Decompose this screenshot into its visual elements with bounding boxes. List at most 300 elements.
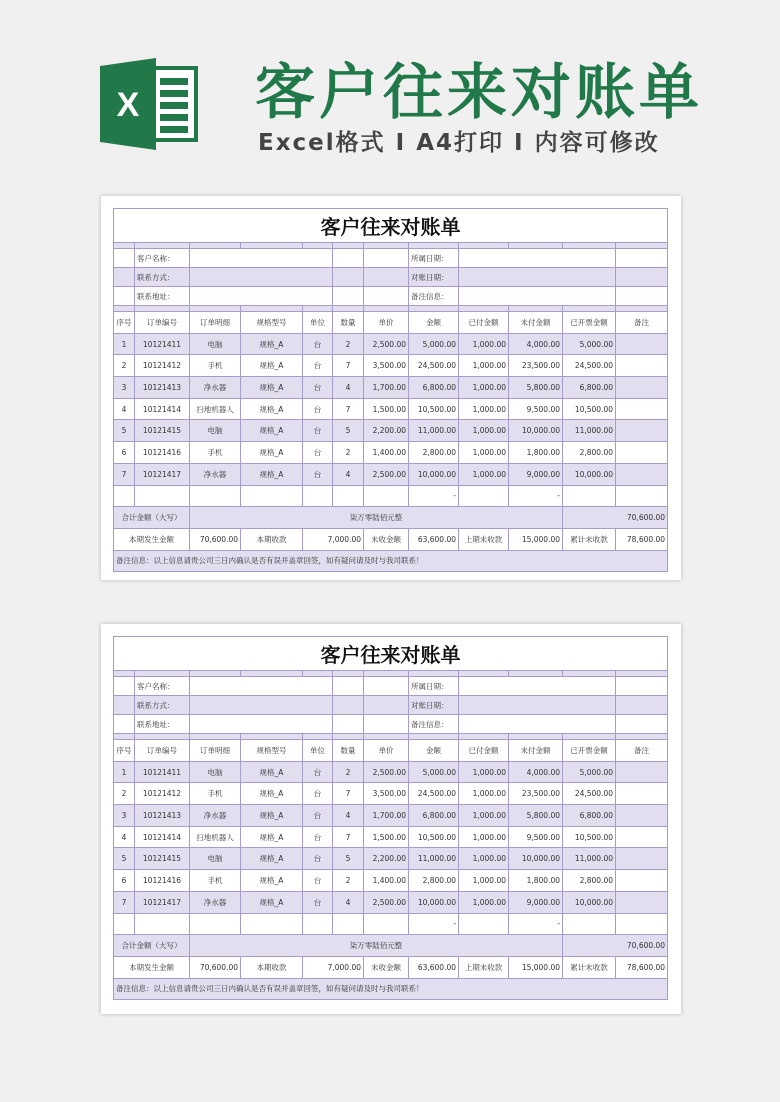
- table-cell[interactable]: 23,500.00: [509, 783, 563, 805]
- table-cell[interactable]: [333, 485, 364, 507]
- column-header[interactable]: 已付金额: [459, 312, 509, 334]
- table-cell[interactable]: 24,500.00: [563, 783, 616, 805]
- table-cell[interactable]: -: [409, 485, 459, 507]
- table-cell[interactable]: 10121417: [135, 891, 190, 913]
- table-cell[interactable]: 10,000.00: [509, 420, 563, 442]
- info-row: [114, 268, 668, 287]
- table-cell[interactable]: 5,800.00: [509, 805, 563, 827]
- period-value[interactable]: 63,600.00: [409, 528, 459, 550]
- table-cell[interactable]: 1,400.00: [364, 870, 409, 892]
- table-cell[interactable]: 台: [303, 870, 333, 892]
- table-cell[interactable]: 规格_A: [241, 870, 303, 892]
- table-cell[interactable]: 台: [303, 377, 333, 399]
- table-cell[interactable]: 1,800.00: [509, 870, 563, 892]
- period-label[interactable]: 本期发生金额: [114, 528, 190, 550]
- table-cell[interactable]: 台: [303, 761, 333, 783]
- table-cell[interactable]: 1,000.00: [459, 805, 509, 827]
- table-cell[interactable]: 1,800.00: [509, 442, 563, 464]
- total-label[interactable]: 合计金额（大写）: [114, 507, 190, 529]
- info-value[interactable]: [459, 696, 616, 715]
- table-cell[interactable]: [616, 870, 668, 892]
- table-cell[interactable]: 10,000.00: [409, 891, 459, 913]
- table-cell[interactable]: 规格_A: [241, 783, 303, 805]
- table-cell[interactable]: 规格_A: [241, 377, 303, 399]
- table-cell[interactable]: [616, 783, 668, 805]
- column-header[interactable]: 已付金额: [459, 740, 509, 762]
- empty-cell[interactable]: [114, 287, 135, 306]
- period-label[interactable]: 上期未收款: [459, 956, 509, 978]
- table-cell[interactable]: 2: [114, 355, 135, 377]
- table-cell[interactable]: 1,000.00: [459, 442, 509, 464]
- table-cell[interactable]: 台: [303, 355, 333, 377]
- table-cell[interactable]: 9,000.00: [509, 463, 563, 485]
- period-value[interactable]: 70,600.00: [190, 528, 241, 550]
- column-header[interactable]: 金额: [409, 740, 459, 762]
- table-cell[interactable]: 10,500.00: [409, 398, 459, 420]
- table-cell[interactable]: 24,500.00: [409, 783, 459, 805]
- table-cell[interactable]: 10121415: [135, 420, 190, 442]
- table-cell[interactable]: 5,000.00: [563, 761, 616, 783]
- table-cell[interactable]: 台: [303, 891, 333, 913]
- table-cell[interactable]: 4: [114, 398, 135, 420]
- column-header[interactable]: 数量: [333, 312, 364, 334]
- period-value[interactable]: 63,600.00: [409, 956, 459, 978]
- table-cell[interactable]: [364, 485, 409, 507]
- table-cell[interactable]: 24,500.00: [409, 355, 459, 377]
- table-cell[interactable]: [616, 355, 668, 377]
- table-cell[interactable]: 2,800.00: [563, 442, 616, 464]
- table-cell[interactable]: 4: [333, 891, 364, 913]
- column-header[interactable]: 序号: [114, 740, 135, 762]
- table-cell[interactable]: -: [509, 485, 563, 507]
- table-cell[interactable]: 手机: [190, 870, 241, 892]
- table-cell[interactable]: 3: [114, 805, 135, 827]
- table-cell[interactable]: 1,000.00: [459, 891, 509, 913]
- empty-cell[interactable]: [364, 696, 409, 715]
- column-header[interactable]: 已开票金额: [563, 312, 616, 334]
- table-cell[interactable]: [616, 826, 668, 848]
- empty-cell[interactable]: [114, 696, 135, 715]
- table-cell[interactable]: 扫地机器人: [190, 398, 241, 420]
- info-label[interactable]: 联系方式：: [135, 696, 190, 715]
- table-cell[interactable]: [616, 848, 668, 870]
- sheet-title[interactable]: 客户往来对账单: [114, 637, 668, 671]
- table-cell[interactable]: 规格_A: [241, 333, 303, 355]
- total-amount[interactable]: 70,600.00: [563, 935, 668, 957]
- table-cell[interactable]: 10121414: [135, 398, 190, 420]
- total-label[interactable]: 合计金额（大写）: [114, 935, 190, 957]
- table-cell[interactable]: 2,800.00: [409, 870, 459, 892]
- table-cell[interactable]: 2,800.00: [409, 442, 459, 464]
- table-cell[interactable]: 10,500.00: [563, 826, 616, 848]
- table-cell[interactable]: 2,800.00: [563, 870, 616, 892]
- table-cell[interactable]: 台: [303, 848, 333, 870]
- table-cell[interactable]: 5,800.00: [509, 377, 563, 399]
- table-cell[interactable]: 1: [114, 333, 135, 355]
- table-cell[interactable]: 2: [333, 761, 364, 783]
- table-cell[interactable]: 2: [333, 333, 364, 355]
- table-cell[interactable]: 6: [114, 442, 135, 464]
- total-words[interactable]: 柒万零陆佰元整: [190, 507, 563, 529]
- column-header[interactable]: 单价: [364, 740, 409, 762]
- column-header[interactable]: 规格型号: [241, 312, 303, 334]
- period-value[interactable]: 15,000.00: [509, 528, 563, 550]
- table-cell[interactable]: 净水器: [190, 805, 241, 827]
- table-cell[interactable]: 7: [333, 355, 364, 377]
- table-cell[interactable]: 2,200.00: [364, 420, 409, 442]
- table-cell[interactable]: [616, 420, 668, 442]
- column-header[interactable]: 数量: [333, 740, 364, 762]
- table-cell[interactable]: 规格_A: [241, 398, 303, 420]
- total-amount[interactable]: 70,600.00: [563, 507, 668, 529]
- empty-cell[interactable]: [114, 715, 135, 734]
- column-header[interactable]: 订单明细: [190, 740, 241, 762]
- table-cell[interactable]: 6,800.00: [563, 377, 616, 399]
- empty-cell[interactable]: [616, 268, 668, 287]
- table-cell[interactable]: 4: [333, 377, 364, 399]
- table-cell[interactable]: 净水器: [190, 891, 241, 913]
- period-value[interactable]: 15,000.00: [509, 956, 563, 978]
- table-cell[interactable]: 10,500.00: [409, 826, 459, 848]
- table-cell[interactable]: [459, 485, 509, 507]
- empty-cell[interactable]: [364, 715, 409, 734]
- info-label[interactable]: 联系地址：: [135, 715, 190, 734]
- table-cell[interactable]: 10,000.00: [509, 848, 563, 870]
- table-cell[interactable]: [616, 913, 668, 935]
- table-cell[interactable]: 1,700.00: [364, 377, 409, 399]
- info-label[interactable]: 客户名称：: [135, 677, 190, 696]
- table-cell[interactable]: 10121412: [135, 783, 190, 805]
- table-cell[interactable]: 台: [303, 805, 333, 827]
- table-cell[interactable]: 规格_A: [241, 848, 303, 870]
- table-cell[interactable]: 10121411: [135, 761, 190, 783]
- table-cell[interactable]: [241, 485, 303, 507]
- table-cell[interactable]: [333, 913, 364, 935]
- column-header[interactable]: 订单明细: [190, 312, 241, 334]
- period-label[interactable]: 未收金额: [364, 528, 409, 550]
- table-cell[interactable]: 10121417: [135, 463, 190, 485]
- table-cell[interactable]: 1,000.00: [459, 761, 509, 783]
- empty-cell[interactable]: [364, 677, 409, 696]
- table-cell[interactable]: [241, 913, 303, 935]
- total-words[interactable]: 柒万零陆佰元整: [190, 935, 563, 957]
- table-cell[interactable]: 手机: [190, 783, 241, 805]
- table-cell[interactable]: [135, 913, 190, 935]
- table-cell[interactable]: 1,000.00: [459, 783, 509, 805]
- period-value[interactable]: 78,600.00: [616, 956, 668, 978]
- table-cell[interactable]: 11,000.00: [409, 848, 459, 870]
- table-cell[interactable]: [616, 442, 668, 464]
- table-cell[interactable]: 5: [333, 420, 364, 442]
- column-header[interactable]: 未付金额: [509, 312, 563, 334]
- table-cell[interactable]: 1,400.00: [364, 442, 409, 464]
- table-cell[interactable]: 净水器: [190, 463, 241, 485]
- table-cell[interactable]: [616, 485, 668, 507]
- column-header[interactable]: 单位: [303, 312, 333, 334]
- table-cell[interactable]: 规格_A: [241, 355, 303, 377]
- table-cell[interactable]: 6,800.00: [563, 805, 616, 827]
- table-cell[interactable]: [364, 913, 409, 935]
- table-cell[interactable]: 2,500.00: [364, 761, 409, 783]
- info-value[interactable]: [190, 677, 333, 696]
- empty-cell[interactable]: [333, 287, 364, 306]
- empty-cell[interactable]: [616, 696, 668, 715]
- period-label[interactable]: 未收金额: [364, 956, 409, 978]
- table-cell[interactable]: 9,500.00: [509, 826, 563, 848]
- table-cell[interactable]: 手机: [190, 355, 241, 377]
- table-cell[interactable]: 10121414: [135, 826, 190, 848]
- table-cell[interactable]: 规格_A: [241, 805, 303, 827]
- table-cell[interactable]: 净水器: [190, 377, 241, 399]
- table-cell[interactable]: 1,000.00: [459, 333, 509, 355]
- info-label[interactable]: 对账日期：: [409, 696, 459, 715]
- table-cell[interactable]: [616, 761, 668, 783]
- empty-cell[interactable]: [333, 696, 364, 715]
- table-cell[interactable]: 5: [333, 848, 364, 870]
- empty-cell[interactable]: [364, 268, 409, 287]
- table-cell[interactable]: 1,000.00: [459, 870, 509, 892]
- table-cell[interactable]: 电脑: [190, 420, 241, 442]
- table-cell[interactable]: [616, 891, 668, 913]
- info-label[interactable]: 对账日期：: [409, 268, 459, 287]
- table-cell[interactable]: 5: [114, 848, 135, 870]
- table-cell[interactable]: 台: [303, 333, 333, 355]
- table-cell[interactable]: 3,500.00: [364, 783, 409, 805]
- column-header[interactable]: 备注: [616, 740, 668, 762]
- table-cell[interactable]: 1: [114, 761, 135, 783]
- info-value[interactable]: [459, 268, 616, 287]
- table-cell[interactable]: [616, 398, 668, 420]
- statement-sheet-1: [101, 196, 681, 580]
- table-cell[interactable]: 台: [303, 420, 333, 442]
- table-cell[interactable]: 1,000.00: [459, 398, 509, 420]
- table-cell[interactable]: 1,000.00: [459, 826, 509, 848]
- empty-cell[interactable]: [333, 715, 364, 734]
- info-value[interactable]: [459, 287, 616, 306]
- empty-cell[interactable]: [114, 677, 135, 696]
- table-cell[interactable]: 4: [114, 826, 135, 848]
- column-header[interactable]: 订单编号: [135, 312, 190, 334]
- period-value[interactable]: 7,000.00: [303, 956, 364, 978]
- column-header[interactable]: 备注: [616, 312, 668, 334]
- table-cell[interactable]: 1,000.00: [459, 848, 509, 870]
- empty-cell[interactable]: [333, 677, 364, 696]
- table-cell[interactable]: 11,000.00: [563, 420, 616, 442]
- period-value[interactable]: 78,600.00: [616, 528, 668, 550]
- table-cell[interactable]: 7: [333, 398, 364, 420]
- column-header[interactable]: 金额: [409, 312, 459, 334]
- table-cell[interactable]: [459, 913, 509, 935]
- column-header[interactable]: 已开票金额: [563, 740, 616, 762]
- table-cell[interactable]: 9,000.00: [509, 891, 563, 913]
- table-cell[interactable]: 1,000.00: [459, 377, 509, 399]
- table-cell[interactable]: 24,500.00: [563, 355, 616, 377]
- table-cell[interactable]: 台: [303, 398, 333, 420]
- period-label[interactable]: 本期收款: [241, 956, 303, 978]
- table-cell[interactable]: 7: [333, 783, 364, 805]
- table-cell[interactable]: [190, 913, 241, 935]
- note-text[interactable]: 备注信息：以上信息请贵公司三日内确认是否有误并盖章回签，如有疑问请及时与我司联系！: [114, 550, 668, 572]
- table-cell[interactable]: 1,700.00: [364, 805, 409, 827]
- table-cell[interactable]: 电脑: [190, 848, 241, 870]
- table-row: [114, 333, 668, 355]
- table-cell[interactable]: [563, 485, 616, 507]
- info-value[interactable]: [190, 287, 333, 306]
- info-value[interactable]: [190, 715, 333, 734]
- sheet-title[interactable]: 客户往来对账单: [114, 209, 668, 243]
- table-cell[interactable]: 9,500.00: [509, 398, 563, 420]
- table-cell[interactable]: 5,000.00: [409, 333, 459, 355]
- table-cell[interactable]: 10121416: [135, 870, 190, 892]
- table-cell[interactable]: 7: [333, 826, 364, 848]
- table-cell[interactable]: [135, 485, 190, 507]
- table-cell[interactable]: 1,000.00: [459, 355, 509, 377]
- info-value[interactable]: [459, 249, 616, 268]
- table-cell[interactable]: 10121416: [135, 442, 190, 464]
- table-cell[interactable]: 电脑: [190, 333, 241, 355]
- table-cell[interactable]: [563, 913, 616, 935]
- table-cell[interactable]: [616, 333, 668, 355]
- empty-cell[interactable]: [114, 268, 135, 287]
- table-cell[interactable]: 4: [333, 463, 364, 485]
- table-cell[interactable]: 11,000.00: [563, 848, 616, 870]
- period-label[interactable]: 本期发生金额: [114, 956, 190, 978]
- table-cell[interactable]: 10,500.00: [563, 398, 616, 420]
- table-cell[interactable]: 2,200.00: [364, 848, 409, 870]
- table-cell[interactable]: 规格_A: [241, 761, 303, 783]
- info-value[interactable]: [190, 268, 333, 287]
- table-cell[interactable]: 2: [333, 870, 364, 892]
- column-header[interactable]: 未付金额: [509, 740, 563, 762]
- info-label[interactable]: 备注信息：: [409, 715, 459, 734]
- excel-logo-icon: [100, 58, 200, 150]
- table-cell[interactable]: [303, 485, 333, 507]
- table-cell[interactable]: 10,000.00: [563, 891, 616, 913]
- info-label[interactable]: 联系地址：: [135, 287, 190, 306]
- table-cell[interactable]: [616, 805, 668, 827]
- empty-cell[interactable]: [616, 249, 668, 268]
- table-cell[interactable]: -: [409, 913, 459, 935]
- table-cell[interactable]: 规格_A: [241, 826, 303, 848]
- empty-cell[interactable]: [364, 287, 409, 306]
- table-cell[interactable]: 规格_A: [241, 442, 303, 464]
- table-cell[interactable]: 11,000.00: [409, 420, 459, 442]
- table-cell[interactable]: 10121411: [135, 333, 190, 355]
- note-text[interactable]: 备注信息：以上信息请贵公司三日内确认是否有误并盖章回签，如有疑问请及时与我司联系！: [114, 978, 668, 1000]
- table-cell[interactable]: 23,500.00: [509, 355, 563, 377]
- table-cell[interactable]: 2,500.00: [364, 333, 409, 355]
- table-cell[interactable]: 5: [114, 420, 135, 442]
- table-cell[interactable]: 10121415: [135, 848, 190, 870]
- empty-cell[interactable]: [333, 268, 364, 287]
- table-cell[interactable]: 5,000.00: [563, 333, 616, 355]
- table-cell[interactable]: 6,800.00: [409, 377, 459, 399]
- table-cell[interactable]: 3,500.00: [364, 355, 409, 377]
- table-cell[interactable]: 1,500.00: [364, 398, 409, 420]
- column-header[interactable]: 订单编号: [135, 740, 190, 762]
- table-cell[interactable]: 2: [114, 783, 135, 805]
- table-cell[interactable]: 6,800.00: [409, 805, 459, 827]
- info-label[interactable]: 客户名称：: [135, 249, 190, 268]
- table-cell[interactable]: 台: [303, 463, 333, 485]
- table-cell[interactable]: -: [509, 913, 563, 935]
- period-label[interactable]: 上期未收款: [459, 528, 509, 550]
- table-cell[interactable]: 3: [114, 377, 135, 399]
- column-header[interactable]: 单价: [364, 312, 409, 334]
- total-row: [114, 935, 668, 957]
- empty-cell[interactable]: [364, 249, 409, 268]
- empty-cell[interactable]: [333, 249, 364, 268]
- empty-cell[interactable]: [616, 715, 668, 734]
- table-cell[interactable]: 扫地机器人: [190, 826, 241, 848]
- table-cell[interactable]: 2,500.00: [364, 463, 409, 485]
- info-value[interactable]: [459, 715, 616, 734]
- column-header[interactable]: 规格型号: [241, 740, 303, 762]
- info-label[interactable]: 所属日期：: [409, 249, 459, 268]
- table-cell[interactable]: [114, 485, 135, 507]
- table-cell[interactable]: 台: [303, 826, 333, 848]
- table-cell[interactable]: 6: [114, 870, 135, 892]
- table-cell[interactable]: 10121412: [135, 355, 190, 377]
- table-cell[interactable]: 1,000.00: [459, 463, 509, 485]
- empty-cell[interactable]: [616, 287, 668, 306]
- table-cell[interactable]: 1,500.00: [364, 826, 409, 848]
- table-cell[interactable]: 4: [333, 805, 364, 827]
- table-cell[interactable]: 10121413: [135, 805, 190, 827]
- period-label[interactable]: 本期收款: [241, 528, 303, 550]
- table-cell[interactable]: 台: [303, 442, 333, 464]
- table-cell[interactable]: 手机: [190, 442, 241, 464]
- info-label[interactable]: 备注信息：: [409, 287, 459, 306]
- info-value[interactable]: [459, 677, 616, 696]
- table-cell[interactable]: 规格_A: [241, 420, 303, 442]
- table-cell[interactable]: [190, 485, 241, 507]
- info-label[interactable]: 所属日期：: [409, 677, 459, 696]
- period-value[interactable]: 7,000.00: [303, 528, 364, 550]
- table-cell[interactable]: 4,000.00: [509, 761, 563, 783]
- table-cell[interactable]: 电脑: [190, 761, 241, 783]
- column-header[interactable]: 序号: [114, 312, 135, 334]
- table-cell[interactable]: 台: [303, 783, 333, 805]
- empty-cell[interactable]: [114, 249, 135, 268]
- table-cell[interactable]: 规格_A: [241, 891, 303, 913]
- table-cell[interactable]: [616, 377, 668, 399]
- table-cell[interactable]: 规格_A: [241, 463, 303, 485]
- table-cell[interactable]: 7: [114, 891, 135, 913]
- table-cell[interactable]: 2: [333, 442, 364, 464]
- table-cell[interactable]: 4,000.00: [509, 333, 563, 355]
- empty-cell[interactable]: [616, 677, 668, 696]
- period-value[interactable]: 70,600.00: [190, 956, 241, 978]
- table-cell[interactable]: 2,500.00: [364, 891, 409, 913]
- period-label[interactable]: 累计未收款: [563, 528, 616, 550]
- column-header[interactable]: 单位: [303, 740, 333, 762]
- info-value[interactable]: [190, 696, 333, 715]
- table-cell[interactable]: [303, 913, 333, 935]
- table-cell[interactable]: 10121413: [135, 377, 190, 399]
- note-row: [114, 550, 668, 572]
- info-value[interactable]: [190, 249, 333, 268]
- period-label[interactable]: 累计未收款: [563, 956, 616, 978]
- table-cell[interactable]: 1,000.00: [459, 420, 509, 442]
- table-cell[interactable]: 7: [114, 463, 135, 485]
- table-cell[interactable]: 5,000.00: [409, 761, 459, 783]
- info-label[interactable]: 联系方式：: [135, 268, 190, 287]
- table-cell[interactable]: [114, 913, 135, 935]
- table-cell[interactable]: [616, 463, 668, 485]
- table-cell[interactable]: 10,000.00: [409, 463, 459, 485]
- table-cell[interactable]: 10,000.00: [563, 463, 616, 485]
